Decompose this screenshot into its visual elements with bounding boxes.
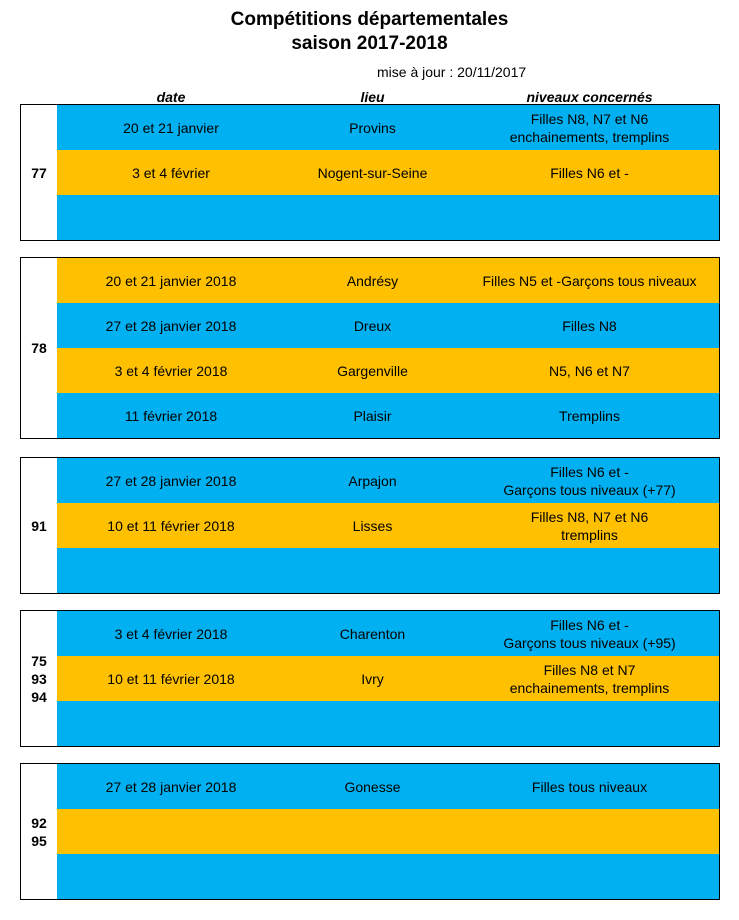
dept-number: 77 [31,164,47,181]
date-cell [57,854,285,899]
date-cell: 3 et 4 février 2018 [114,362,228,379]
dept-cell [21,764,58,899]
table-row [57,150,719,195]
date-cell: 27 et 28 janvier 2018 [105,317,237,334]
table-row [57,458,719,503]
dept-cell [21,611,58,746]
date-cell: 20 et 21 janvier [123,119,219,136]
dept-group [20,457,720,594]
niveaux-cell: Filles N5 et -Garçons tous niveaux [482,272,697,289]
dept-group [20,610,720,747]
niveaux-cell: Filles N6 et - Garçons tous niveaux (+77) [503,463,676,498]
niveaux-cell [460,548,719,593]
niveaux-cell: Filles tous niveaux [531,778,648,795]
dept-cell [21,458,58,593]
table-row [57,503,719,548]
lieu-cell: Gargenville [337,362,408,379]
date-cell: 10 et 11 février 2018 [107,517,235,534]
table-row [57,611,719,656]
niveaux-cell: Filles N8 [562,317,617,334]
lieu-cell: Arpajon [348,472,397,489]
table-row [57,393,719,438]
niveaux-cell [460,701,719,746]
table-row [57,764,719,809]
page-title: Compétitions départementales [230,9,509,30]
lieu-cell: Gonesse [344,778,401,795]
niveaux-cell: Filles N6 et - [550,164,629,181]
table-row [57,548,719,593]
lieu-cell: Andrésy [346,272,399,289]
niveaux-cell [460,809,719,854]
date-cell: 27 et 28 janvier 2018 [105,472,237,489]
niveaux-cell [460,195,719,240]
lieu-cell: Plaisir [353,407,392,424]
dept-number: 92 95 [31,814,47,849]
lieu-cell [285,548,460,593]
dept-number: 78 [31,340,47,356]
table-row [57,854,719,899]
niveaux-cell: Filles N6 et - Garçons tous niveaux (+95) [503,616,676,651]
lieu-cell [285,854,460,899]
niveaux-cell [460,854,719,899]
page-subtitle: saison 2017-2018 [291,33,448,54]
date-cell: 11 février 2018 [124,407,218,424]
date-cell: 10 et 11 février 2018 [107,670,235,687]
header-lieu: lieu [360,89,385,105]
date-cell: 20 et 21 janvier 2018 [105,272,237,289]
dept-group [20,104,720,241]
update-date: mise à jour : 20/11/2017 [377,64,527,80]
table-row [57,809,719,854]
table-row [57,303,719,348]
dept-number: 91 [31,517,47,534]
date-cell: 3 et 4 février [132,164,210,181]
date-cell: 3 et 4 février 2018 [114,625,228,642]
date-cell [57,809,285,854]
date-cell [57,701,285,746]
lieu-cell [285,195,460,240]
date-cell [57,548,285,593]
lieu-cell: Nogent-sur-Seine [317,164,428,181]
dept-cell [21,258,58,438]
dept-group [20,257,720,439]
dept-number: 75 93 94 [31,652,47,705]
header-date: date [156,89,186,105]
date-cell: 27 et 28 janvier 2018 [105,778,237,795]
table-row [57,348,719,393]
lieu-cell: Charenton [339,625,406,642]
dept-cell [21,105,58,240]
lieu-cell: Ivry [361,670,384,687]
table-row [57,656,719,701]
lieu-cell: Lisses [352,517,393,534]
niveaux-cell: Filles N8 et N7 enchainements, tremplins [509,661,670,696]
niveaux-cell: Filles N8, N7 et N6 enchainements, tremplins [509,110,670,145]
niveaux-cell: Filles N8, N7 et N6 tremplins [530,508,649,543]
date-cell [57,195,285,240]
table-row [57,195,719,240]
dept-group [20,763,720,900]
lieu-cell [285,809,460,854]
table-row [57,701,719,746]
header-niveaux: niveaux concernés [526,89,653,105]
lieu-cell: Dreux [353,317,392,334]
table-row [57,105,719,150]
niveaux-cell: N5, N6 et N7 [549,362,630,379]
lieu-cell: Provins [349,119,396,136]
lieu-cell [285,701,460,746]
table-row [57,258,719,303]
niveaux-cell: Tremplins [559,407,620,424]
